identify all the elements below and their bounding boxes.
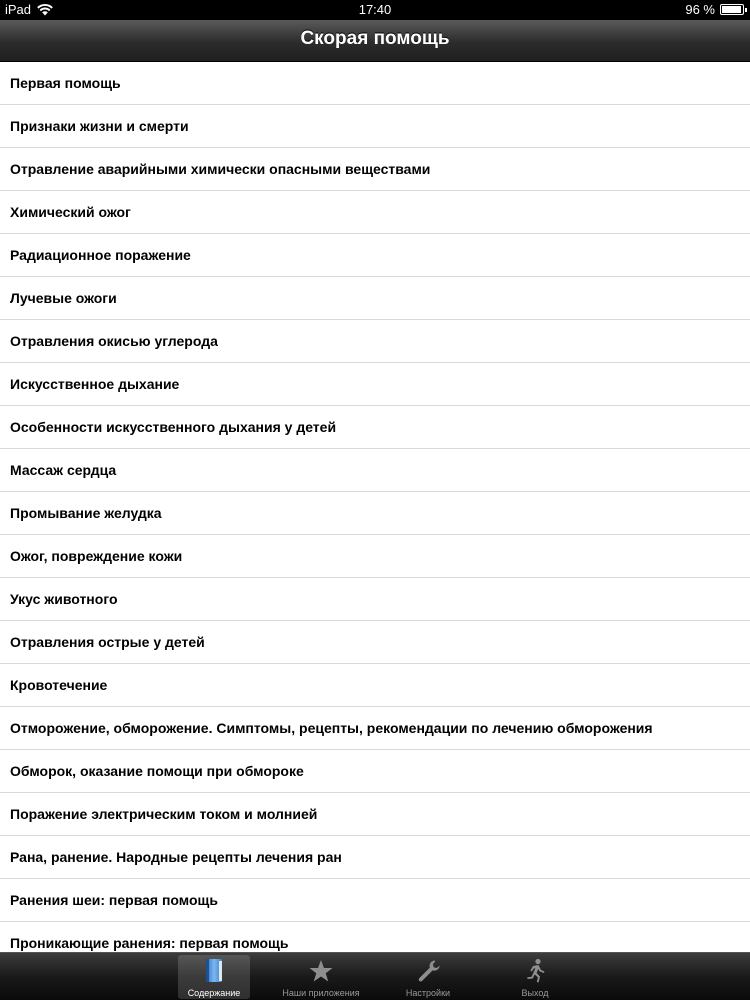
tab-our-apps[interactable] xyxy=(282,955,360,999)
tab-settings[interactable] xyxy=(392,955,464,999)
list-item[interactable]: Промывание желудка xyxy=(0,492,750,535)
battery-fill xyxy=(722,6,741,13)
list-item[interactable]: Ожог, повреждение кожи xyxy=(0,535,750,578)
list-item[interactable]: Обморок, оказание помощи при обмороке xyxy=(0,750,750,793)
tab-label: Содержание xyxy=(187,988,241,998)
list-item[interactable]: Отравление аварийными химически опасными веществами xyxy=(0,148,750,191)
list-item[interactable]: Признаки жизни и смерти xyxy=(0,105,750,148)
status-bar xyxy=(0,0,750,20)
list-item[interactable]: Химический ожог xyxy=(0,191,750,234)
tab-contents[interactable] xyxy=(178,955,250,999)
list-item[interactable]: Массаж сердца xyxy=(0,449,750,492)
list-item[interactable]: Лучевые ожоги xyxy=(0,277,750,320)
list-item[interactable]: Укус животного xyxy=(0,578,750,621)
list-item[interactable]: Проникающие ранения: первая помощь xyxy=(0,922,750,952)
contents-list[interactable] xyxy=(0,62,750,952)
list-item[interactable]: Искусственное дыхание xyxy=(0,363,750,406)
tab-label: Выход xyxy=(521,988,549,998)
list-item[interactable]: Ранения шеи: первая помощь xyxy=(0,879,750,922)
book-icon xyxy=(201,957,227,985)
status-time: 17:40 xyxy=(358,2,392,17)
running-man-icon xyxy=(522,957,548,985)
status-right xyxy=(685,2,744,17)
list-item[interactable]: Кровотечение xyxy=(0,664,750,707)
list-item[interactable]: Поражение электрическим током и молнией xyxy=(0,793,750,836)
battery-percent: 96 % xyxy=(685,2,715,17)
tab-label: Настройки xyxy=(405,988,451,998)
list-item[interactable]: Отравления острые у детей xyxy=(0,621,750,664)
tab-label: Наши приложения xyxy=(282,988,360,998)
list-item[interactable]: Особенности искусственного дыхания у детей xyxy=(0,406,750,449)
list-item[interactable]: Радиационное поражение xyxy=(0,234,750,277)
list-item[interactable]: Рана, ранение. Народные рецепты лечения ран xyxy=(0,836,750,879)
star-icon xyxy=(308,957,334,985)
list-item[interactable]: Отморожение, обморожение. Симптомы, рецепты, рекомендации по лечению обморожения xyxy=(0,707,750,750)
tab-exit[interactable] xyxy=(499,955,571,999)
battery-icon xyxy=(720,4,744,15)
page-title: Скорая помощь xyxy=(300,28,450,49)
wrench-icon xyxy=(415,957,441,985)
list-item[interactable]: Первая помощь xyxy=(0,62,750,105)
list-item[interactable]: Отравления окисью углерода xyxy=(0,320,750,363)
device-name: iPad xyxy=(5,2,32,17)
navigation-bar xyxy=(0,20,750,62)
tab-bar xyxy=(0,952,750,1000)
